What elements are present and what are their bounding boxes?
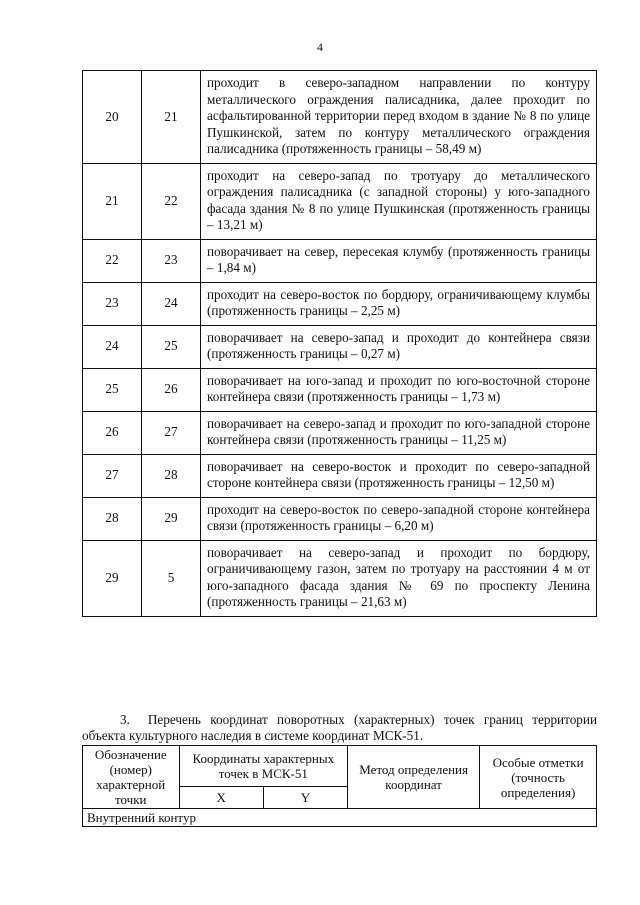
- header-coordinates: Координаты характерных точек в МСК-51: [179, 746, 348, 787]
- segment-to-point: 25: [142, 325, 201, 368]
- segment-to-point: 29: [142, 497, 201, 540]
- segment-row: [83, 368, 597, 411]
- page-number: 4: [317, 40, 323, 54]
- segment-from-point: 24: [83, 325, 142, 368]
- header-notes: Особые отметки (точность определения): [480, 746, 597, 809]
- segment-from-point: 28: [83, 497, 142, 540]
- segment-from-point: 23: [83, 282, 142, 325]
- segment-row: [83, 454, 597, 497]
- segment-description: проходит на северо-восток по северо-западной стороне контейнера связи (протяженность границы – 6,20 м): [201, 497, 597, 540]
- segment-description: поворачивает на северо-запад и проходит по бордюру, ограничивающему газон, затем по тротуару на расстоянии 4 м от юго-западного фасада здания № 69 по проспекту Ленина (протяженность границы – 21,63 м): [201, 540, 597, 616]
- segment-from-point: 26: [83, 411, 142, 454]
- section-3-heading: [82, 712, 597, 744]
- coordinates-table: [82, 745, 597, 827]
- segment-description: проходит на северо-запад по тротуару до металлического ограждения палисадника (с западной стороны) у юго-западного фасада здания № 8 по улице Пушкинская (протяженность границы – 13,21 м): [201, 163, 597, 239]
- segment-row: [83, 411, 597, 454]
- section-number: 3.: [120, 712, 130, 727]
- segment-to-point: 22: [142, 163, 201, 239]
- header-point-id: Обозначение (номер) характерной точки: [83, 746, 180, 809]
- section-text: Перечень координат поворотных (характерных) точек границ территории объекта культурного наследия в системе координат МСК-51.: [82, 712, 597, 743]
- segment-row: [83, 540, 597, 616]
- segment-description: поворачивает на юго-запад и проходит по юго-восточной стороне контейнера связи (протяженность границы – 1,73 м): [201, 368, 597, 411]
- segment-to-point: 23: [142, 239, 201, 282]
- segment-to-point: 5: [142, 540, 201, 616]
- segment-row: [83, 163, 597, 239]
- segment-description: проходит на северо-восток по бордюру, ограничивающему клумбы (протяженность границы – 2,25 м): [201, 282, 597, 325]
- segment-row: [83, 282, 597, 325]
- segment-row: [83, 71, 597, 164]
- segment-from-point: 20: [83, 71, 142, 164]
- segment-from-point: 27: [83, 454, 142, 497]
- segment-description: проходит в северо-западном направлении по контуру металлического ограждения палисадника, далее проходит по асфальтированной территории перед входом в здание № 8 по улице Пушкинской, затем по контуру металлического ограждения палисадника (протяженность границы – 58,49 м): [201, 71, 597, 164]
- header-x: X: [179, 786, 263, 808]
- segment-description: поворачивает на северо-запад и проходит до контейнера связи (протяженность границы – 0,27 м): [201, 325, 597, 368]
- segment-row: [83, 497, 597, 540]
- boundary-segments-table: [82, 70, 597, 617]
- segment-to-point: 24: [142, 282, 201, 325]
- segment-to-point: 28: [142, 454, 201, 497]
- segment-to-point: 21: [142, 71, 201, 164]
- segment-from-point: 21: [83, 163, 142, 239]
- segment-description: поворачивает на север, пересекая клумбу (протяженность границы – 1,84 м): [201, 239, 597, 282]
- header-y: Y: [263, 786, 347, 808]
- segment-from-point: 22: [83, 239, 142, 282]
- segment-row: [83, 239, 597, 282]
- inner-contour-label: Внутренний контур: [83, 809, 597, 827]
- segment-to-point: 26: [142, 368, 201, 411]
- header-method: Метод определения координат: [348, 746, 480, 809]
- segment-row: [83, 325, 597, 368]
- segment-from-point: 29: [83, 540, 142, 616]
- segment-description: поворачивает на северо-запад и проходит по юго-западной стороне контейнера связи (протяженность границы – 11,25 м): [201, 411, 597, 454]
- segment-description: поворачивает на северо-восток и проходит по северо-западной стороне контейнера связи (протяженность границы – 12,50 м): [201, 454, 597, 497]
- segment-to-point: 27: [142, 411, 201, 454]
- segment-from-point: 25: [83, 368, 142, 411]
